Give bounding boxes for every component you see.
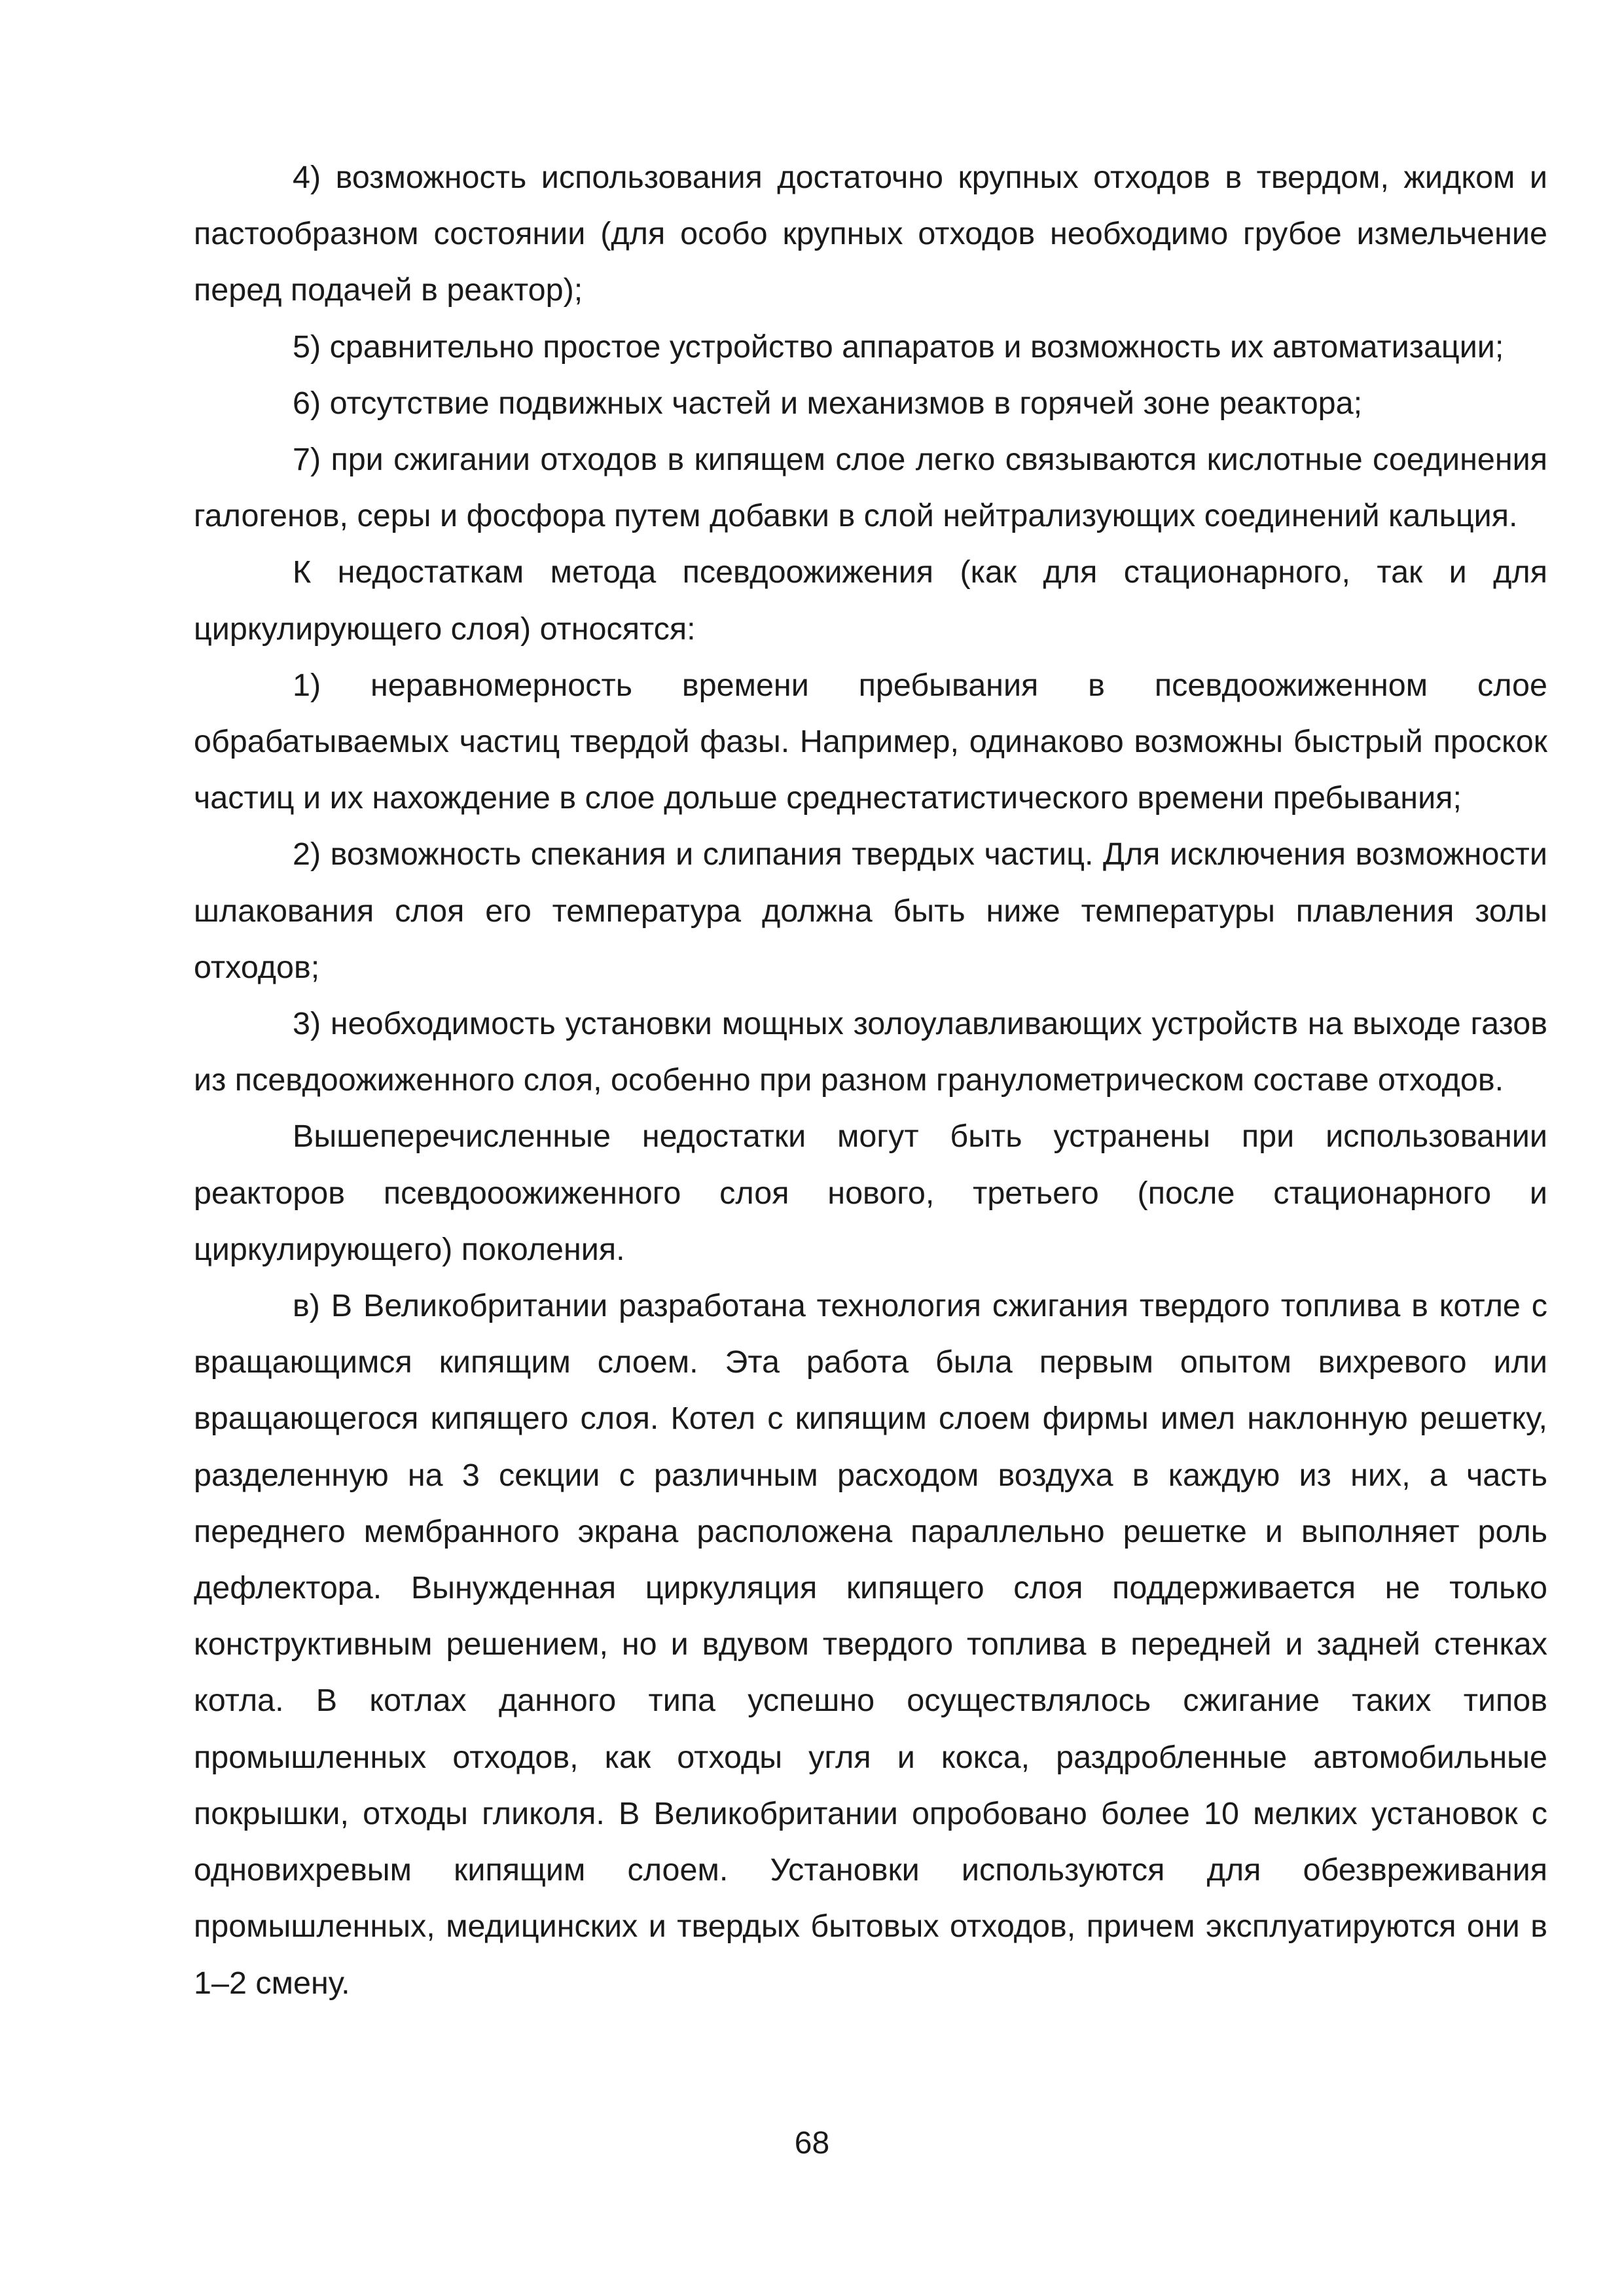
- paragraph-item-7-acid-binding: 7) при сжигании отходов в кипящем слое легко связываются кислотные соединения галогенов, серы и фосфора путем добавки в слой нейтрализующих соединений кальция.: [194, 442, 1547, 534]
- paragraph-item-6-no-moving-parts: 6) отсутствие подвижных частей и механизмов в горячей зоне реактора;: [293, 385, 1363, 421]
- paragraph-uk-technology: в) В Великобритании разработана технология сжигания твердого топлива в котле с вращающимся кипящим слоем. Эта работа была первым опытом вихревого или вращающегося кипящего слоя. Котел с кипящим слоем фирмы имел наклонную решетку, разделенную на 3 секции с различным расходом воздуха в каждую из них, а часть переднего мембранного экрана расположена параллельно решетке и выполняет роль дефлектора. Вынужденная циркуляция кипящего слоя поддерживается не только конструктивным решением, но и вдувом твердого топлива в передней и задней стенках котла. В котлах данного типа успешно осуществлялось сжигание таких типов промышленных отходов, как отходы угля и кокса, раздробленные автомобильные покрышки, отходы гликоля. В Великобритании опробовано более 10 мелких установок с одновихревым кипящим слоем. Установки используются для обезвреживания промышленных, медицинских и твердых бытовых отходов, причем эксплуатируются они в 1–2 смену.: [194, 1288, 1547, 2001]
- paragraph-item-4-waste-size: 4) возможность использования достаточно крупных отходов в твердом, жидком и пастообразном состоянии (для особо крупных отходов необходимо грубое измельчение перед подачей в реактор);: [194, 160, 1547, 308]
- page-number: 68: [794, 2126, 830, 2161]
- paragraph-disadvantages-intro: К недостаткам метода псевдоожижения (как для стационарного, так и для циркулирующего слоя) относятся:: [194, 554, 1547, 647]
- paragraph-third-generation: Вышеперечисленные недостатки могут быть устранены при использовании реакторов псевдооожиженного слоя нового, третьего (после стационарного и циркулирующего) поколения.: [194, 1119, 1547, 1267]
- paragraph-disadvantage-1: 1) неравномерность времени пребывания в псевдоожиженном слое обрабатываемых частиц твердой фазы. Например, одинаково возможны быстрый проскок частиц и их нахождение в слое дольше среднестатистического времени пребывания;: [194, 667, 1547, 816]
- paragraph-disadvantage-2: 2) возможность спекания и слипания твердых частиц. Для исключения возможности шлакования слоя его температура должна быть ниже температуры плавления золы отходов;: [194, 836, 1547, 985]
- page-body: [194, 149, 1547, 2011]
- paragraph-disadvantage-3: 3) необходимость установки мощных золоулавливающих устройств на выходе газов из псевдоожиженного слоя, особенно при разном гранулометрическом составе отходов.: [194, 1006, 1547, 1098]
- paragraph-item-5-simple-design: 5) сравнительно простое устройство аппаратов и возможность их автоматизации;: [293, 329, 1504, 365]
